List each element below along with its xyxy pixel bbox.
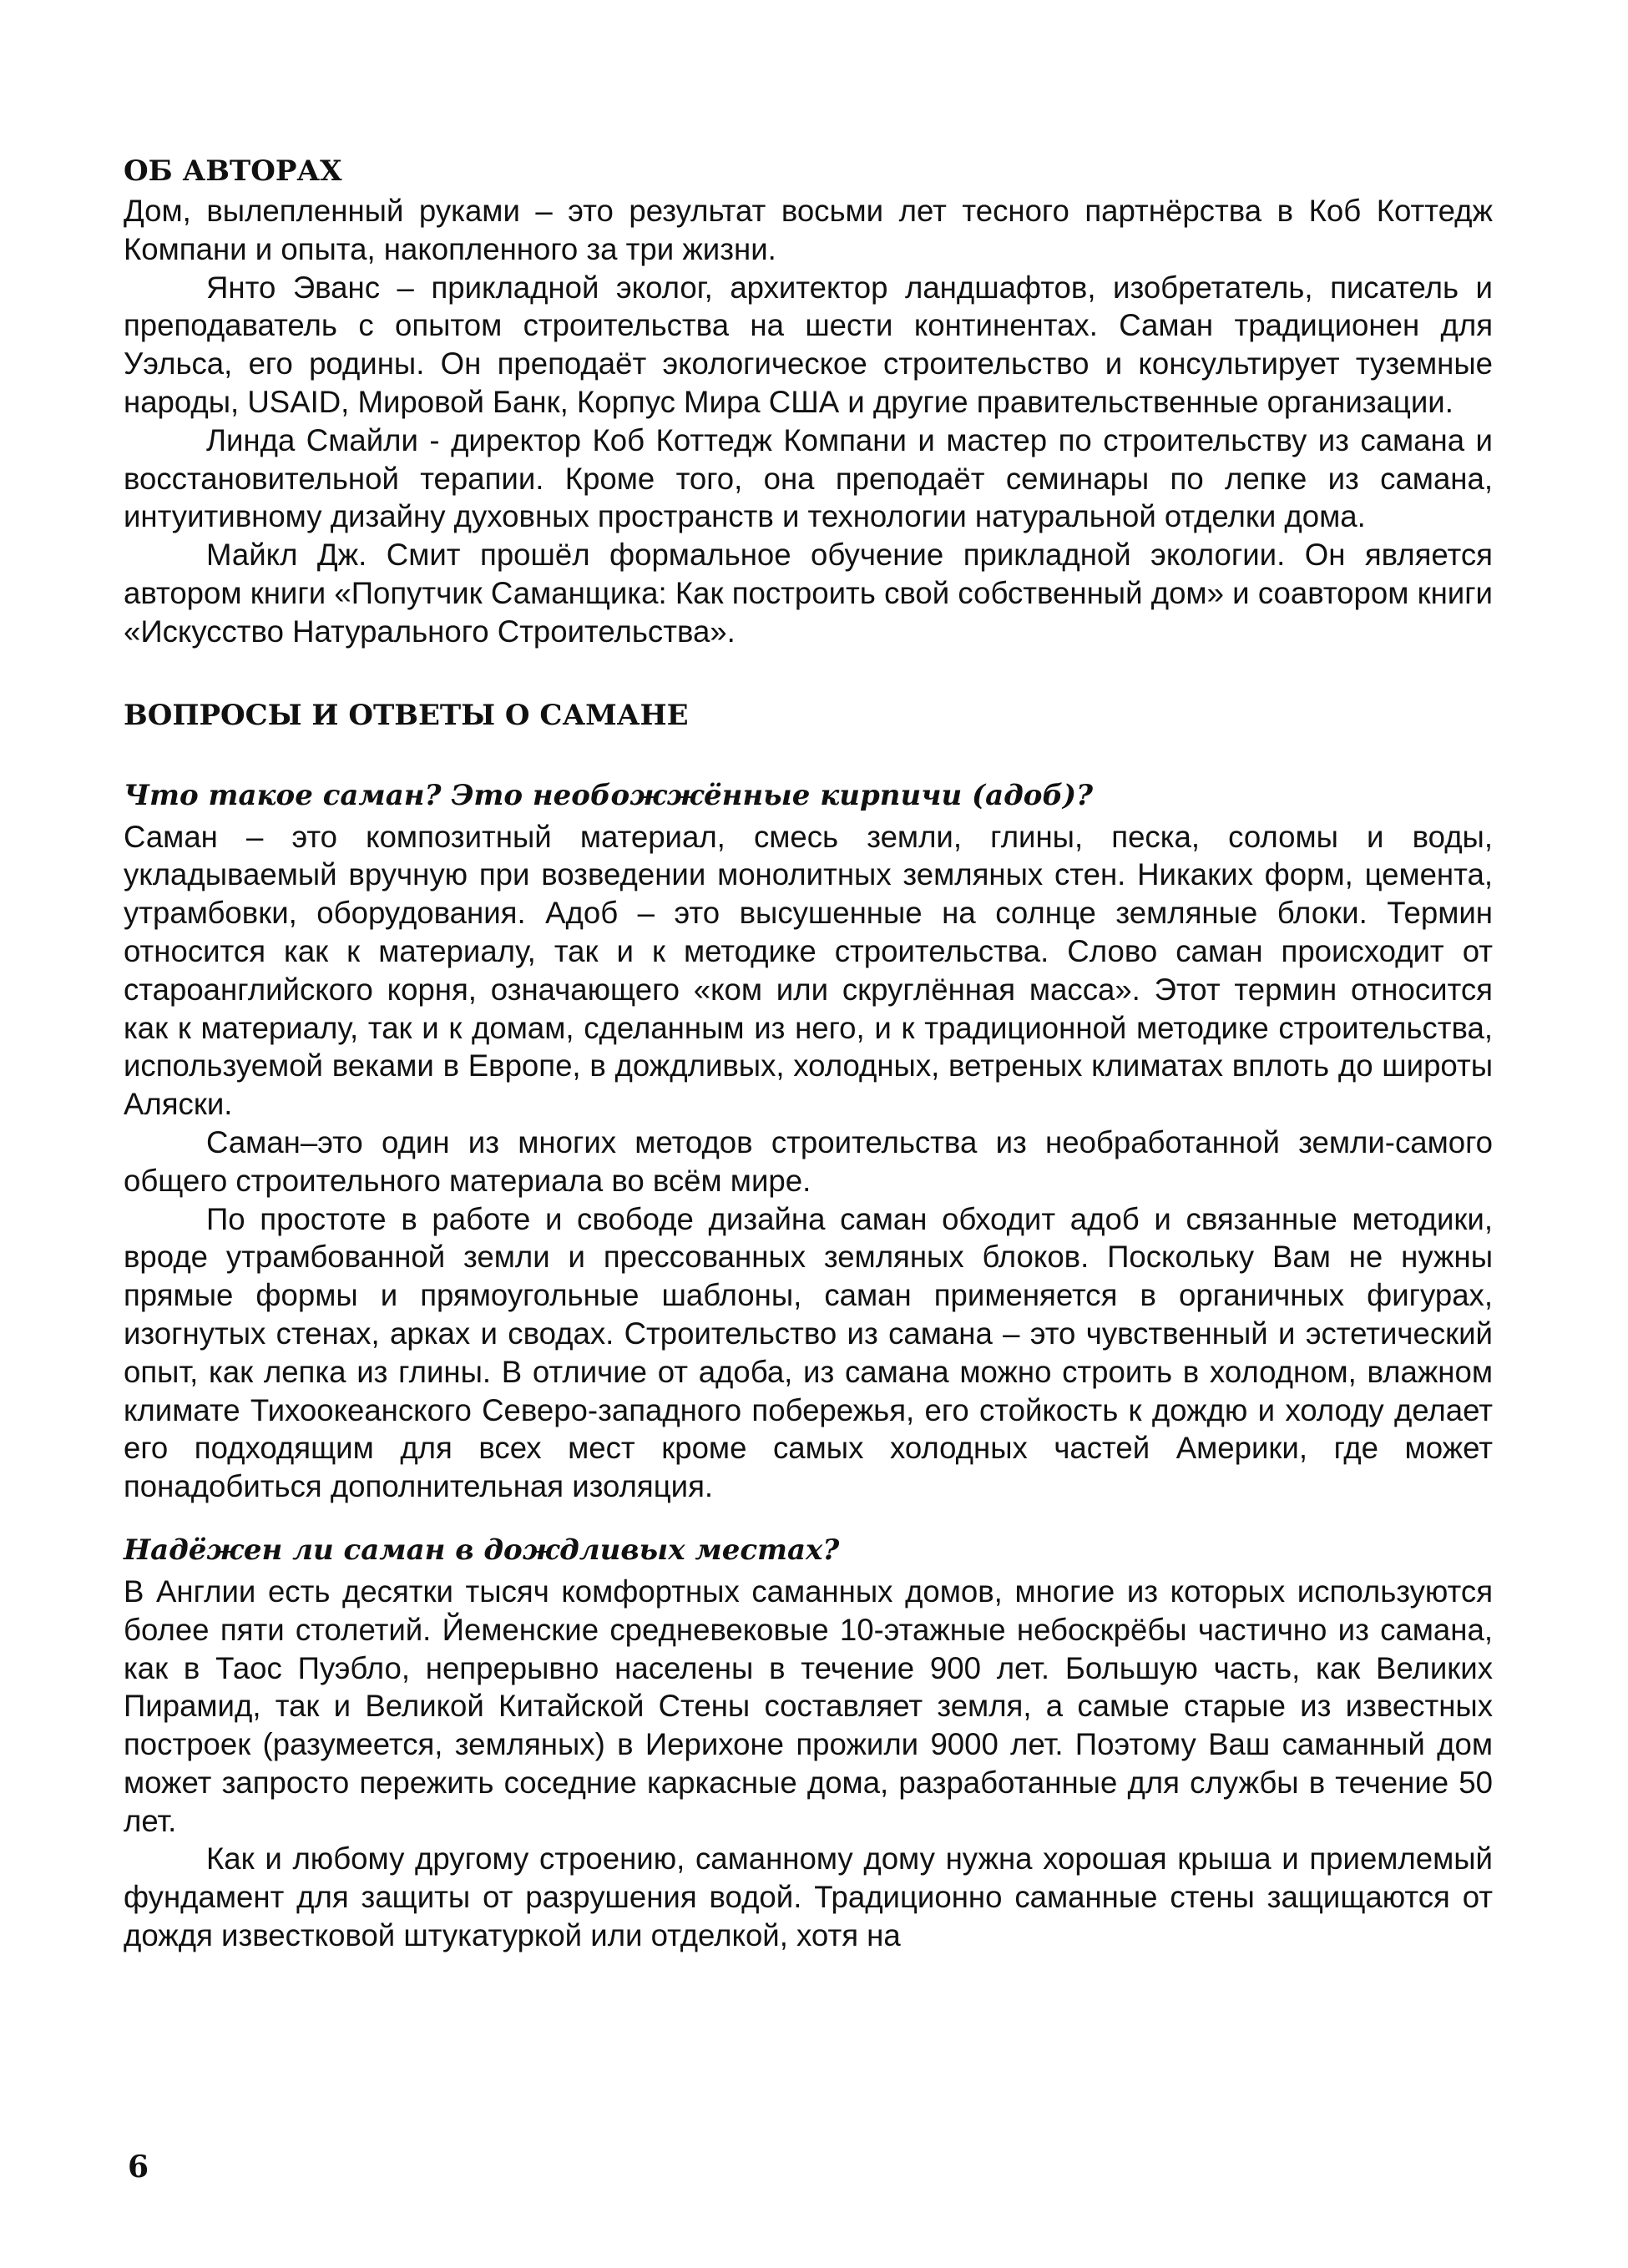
question-2: Надёжен ли саман в дождливых местах? (124, 1533, 840, 1567)
page-content (124, 152, 1493, 1955)
answer-2-paragraph-2: Как и любому другому строению, саманному дому нужна хорошая крыша и приемлемый фундамент для защиты от разрушения водой. Традиционно саманные стены защищаются от дождя известковой штукатуркой или отделкой, хотя на (124, 1841, 1493, 1953)
about-paragraph-4: Майкл Дж. Смит прошёл формальное обучение прикладной экологии. Он является автором книги «Попутчик Саманщика: Как построить свой собственный дом» и соавтором книги «Искусство Натурального Строительства». (124, 538, 1493, 649)
about-paragraph-2: Янто Эванс – прикладной эколог, архитектор ландшафтов, изобретатель, писатель и преподаватель с опытом строительства на шести континентах. Саман традиционен для Уэльса, его родины. Он преподаёт экологическое строительство и консультирует туземные народы, USAID, Мировой Банк, Корпус Мира США и другие правительственные организации. (124, 270, 1493, 419)
about-paragraph-1: Дом, вылепленный руками – это результат восьми лет тесного партнёрства в Коб Коттедж Компани и опыта, накопленного за три жизни. (124, 194, 1493, 266)
answer-1-paragraph-3: По простоте в работе и свободе дизайна саман обходит адоб и связанные методики, вроде утрамбованной земли и прессованных земляных блоков. Поскольку Вам не нужны прямые формы и прямоугольные шаблоны, саман применяется в органичных фигурах, изогнутых стенах, арках и сводах. Строительство из самана – это чувственный и эстетический опыт, как лепка из глины. В отличие от адоба, из самана можно строить в холодном, влажном климате Тихоокеанского Северо-западного побережья, его стойкость к дождю и холоду делает его подходящим для всех мест кроме самых холодных частей Америки, где может понадобиться дополнительная изоляция. (124, 1201, 1493, 1504)
answer-2-paragraph-1: В Англии есть десятки тысяч комфортных саманных домов, многие из которых используются более пяти столетий. Йеменские средневековые 10-этажные небоскрёбы частично из самана, как в Таос Пуэбло, непрерывно населены в течение 900 лет. Большую часть, как Великих Пирамид, так и Великой Китайской Стены составляет земля, а самые старые из известных построек (разумеется, земляных) в Иерихоне прожили 9000 лет. Поэтому Ваш саманный дом может запросто пережить соседние каркасные дома, разработанные для службы в течение 50 лет. (124, 1573, 1493, 1838)
page-number: 6 (128, 2149, 149, 2185)
answer-1-paragraph-2: Саман–это один из многих методов строительства из необработанной земли-самого общего строительного материала во всём мире. (124, 1124, 1493, 1198)
about-paragraph-3: Линда Смайли - директор Коб Коттедж Компани и мастер по строительству из самана и восстановительной терапии. Кроме того, она преподаёт семинары по лепке из самана, интуитивному дизайну духовных пространств и технологии натуральной отделки дома. (124, 422, 1493, 534)
section-heading-about: ОБ АВТОРАХ (124, 154, 342, 188)
section-heading-qa: ВОПРОСЫ И ОТВЕТЫ О САМАНЕ (124, 698, 689, 732)
question-1: Что такое саман? Это необожжённые кирпичи (адоб)? (124, 778, 1094, 812)
answer-1-paragraph-1: Саман – это композитный материал, смесь земли, глины, песка, соломы и воды, укладываемый вручную при возведении монолитных земляных стен. Никаких форм, цемента, утрамбовки, оборудования. Адоб – это высушенные на солнце земляные блоки. Термин относится как к материалу, так и к методике строительства. Слово саман происходит от староанглийского корня, означающего «ком или скруглённая масса». Этот термин относится как к материалу, так и к домам, сделанным из него, и к традиционной методике строительства, используемой веками в Европе, в дождливых, холодных, ветреных климатах вплоть до широты Аляски. (124, 819, 1493, 1122)
